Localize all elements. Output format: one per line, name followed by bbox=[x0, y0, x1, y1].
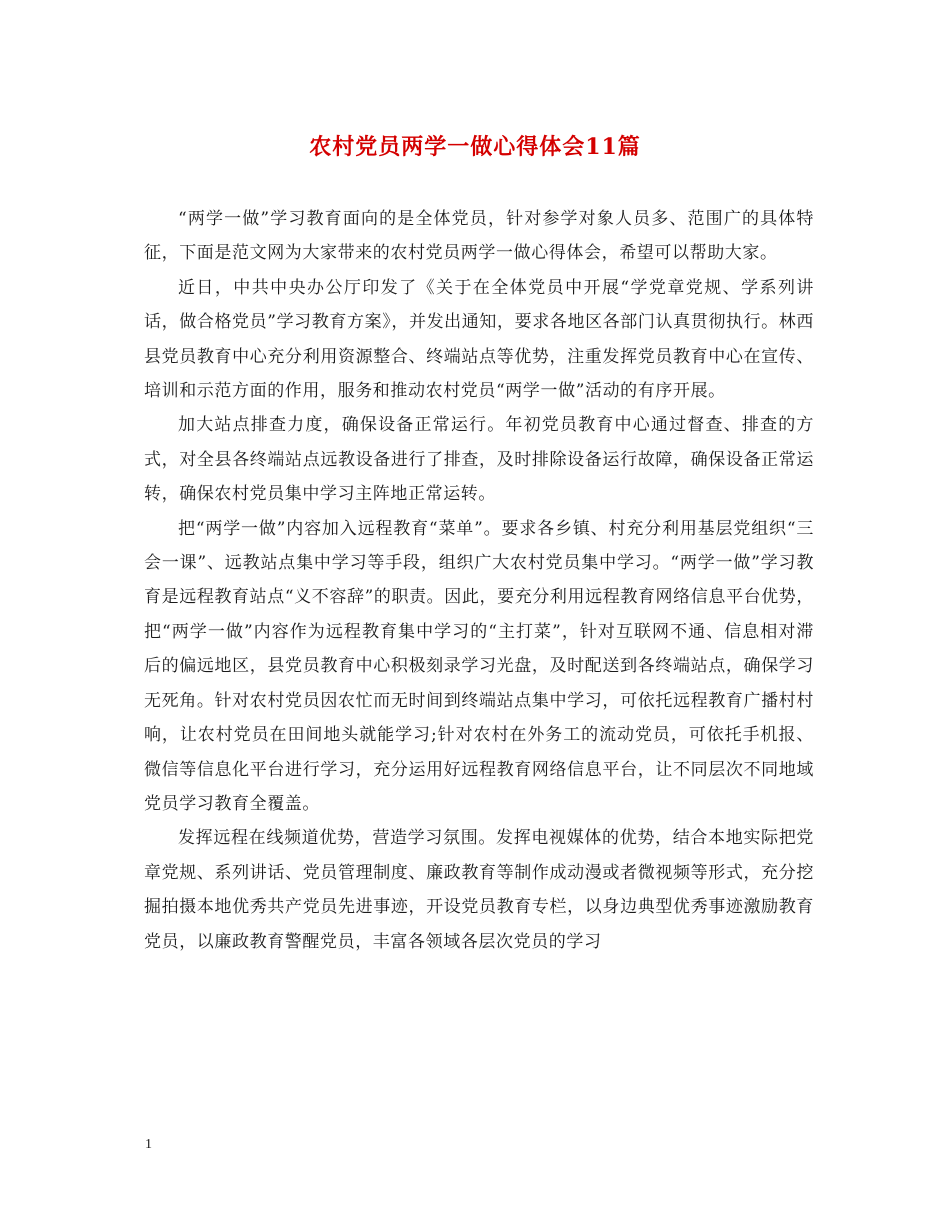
page-number: 1 bbox=[145, 1137, 152, 1152]
paragraph-online-channel: 发挥远程在线频道优势，营造学习氛围。发挥电视媒体的优势，结合本地实际把党章党规、系列讲话、党员管理制度、廉政教育等制作成动漫或者微视频等形式，充分挖掘拍摄本地优秀共产党员先进事迹，开设党员教育专栏，以身边典型优秀事迹激励教育党员，以廉政教育警醒党员，丰富各领域各层次党员的学习 bbox=[144, 828, 814, 952]
paragraph-station-check: 加大站点排查力度，确保设备正常运行。年初党员教育中心通过督查、排查的方式，对全县各终端站点远教设备进行了排查，及时排除设备运行故障，确保设备正常运转，确保农村党员集中学习主阵地正常运转。 bbox=[144, 415, 814, 505]
paragraph-menu: 把“两学一做”内容加入远程教育“菜单”。要求各乡镇、村充分利用基层党组织“三会一课”、远教站点集中学习等手段，组织广大农村党员集中学习。“两学一做”学习教育是远程教育站点“义不容辞”的职责。因此，要充分利用远程教育网络信息平台优势，把“两学一做”内容作为远程教育集中学习的“主打菜”，针对互联网不通、信息相对滞后的偏远地区，县党员教育中心积极刻录学习光盘，及时配送到各终端站点，确保学习无死角。针对农村党员因农忙而无时间到终端站点集中学习，可依托远程教育广播村村响，让农村党员在田间地头就能学习;针对农村在外务工的流动党员，可依托手机报、微信等信息化平台进行学习，充分运用好远程教育网络信息平台，让不同层次不同地域党员学习教育全覆盖。 bbox=[144, 518, 814, 814]
paragraph-notice: 近日，中共中央办公厅印发了《关于在全体党员中开展“学党章党规、学系列讲话，做合格党员”学习教育方案》，并发出通知，要求各地区各部门认真贯彻执行。林西县党员教育中心充分利用资源整合、终端站点等优势，注重发挥党员教育中心在宣传、培训和示范方面的作用，服务和推动农村党员“两学一做”活动的有序开展。 bbox=[144, 277, 814, 402]
paragraph-intro: “两学一做”学习教育面向的是全体党员，针对参学对象人员多、范围广的具体特征，下面是范文网为大家带来的农村党员两学一做心得体会，希望可以帮助大家。 bbox=[144, 209, 814, 264]
document-title: 农村党员两学一做心得体会11篇 bbox=[309, 134, 641, 160]
document-body bbox=[144, 202, 814, 959]
